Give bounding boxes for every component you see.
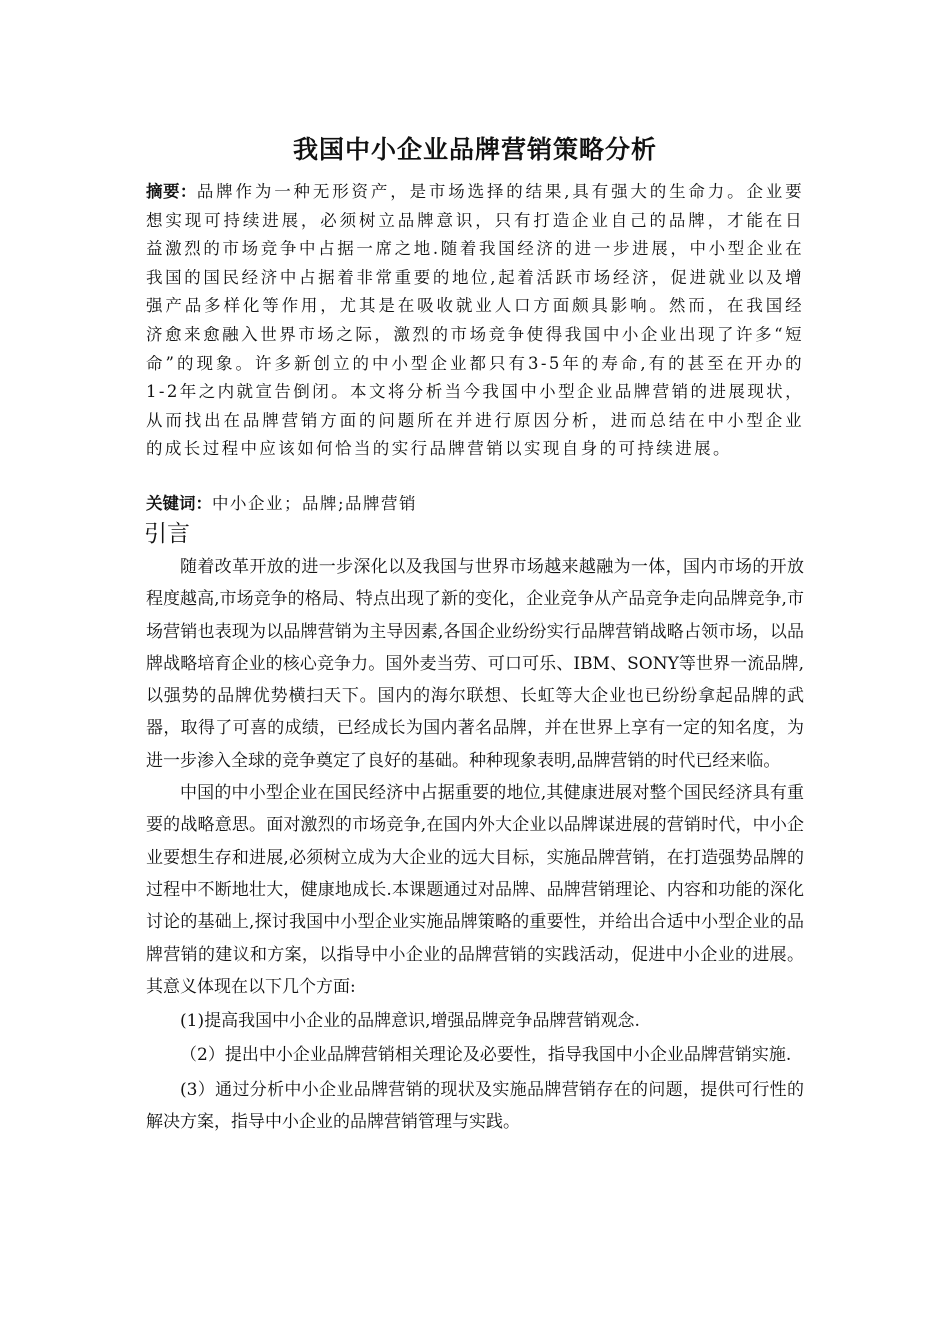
- paragraph: 中国的中小型企业在国民经济中占据重要的地位,其健康进展对整个国民经济具有重要的战略意思。面对激烈的市场竞争,在国内外大企业以品牌谋进展的营销时代，中小企业要想生存和进展,必须树立成为大企业的远大目标，实施品牌营销，在打造强势品牌的过程中不断地壮大，健康地成长.本课题通过对品牌、品牌营销理论、内容和功能的深化讨论的基础上,探讨我国中小型企业实施品牌策略的重要性，并给出合适中小型企业的品牌营销的建议和方案，以指导中小企业的品牌营销的实践活动，促进中小企业的进展。其意义体现在以下几个方面:: [146, 783, 804, 997]
- keywords-separator: ：: [195, 494, 212, 513]
- abstract-separator: ：: [179, 182, 197, 201]
- section-heading: 引言: [144, 521, 190, 547]
- document-title: 我国中小企业品牌营销策略分析: [292, 135, 657, 164]
- keywords-text: 中小企业；品牌;品牌营销: [212, 494, 418, 513]
- body-text: [146, 551, 804, 1138]
- list-item: (1)提高我国中小企业的品牌意识,增强品牌竞争品牌营销观念.: [180, 1011, 640, 1032]
- keywords-label: 关键词: [146, 494, 196, 513]
- paragraph: 随着改革开放的进一步深化以及我国与世界市场越来越融为一体，国内市场的开放程度越高,市场竞争的格局、特点出现了新的变化，企业竞争从产品竞争走向品牌竞争,市场营销也表现为以品牌营销为主导因素,各国企业纷纷实行品牌营销战略占领市场，以品牌战略培育企业的核心竞争力。国外麦当劳、可口可乐、IBM、SONY等世界一流品牌,以强势的品牌优势横扫天下。国内的海尔联想、长虹等大企业也已纷纷拿起品牌的武器，取得了可喜的成绩，已经成长为国内著名品牌，并在世界上享有一定的知名度，为进一步渗入全球的竞争奠定了良好的基础。种种现象表明,品牌营销的时代已经来临。: [146, 557, 804, 771]
- keywords-block: [146, 492, 804, 516]
- list-item: (3）通过分析中小企业品牌营销的现状及实施品牌营销存在的问题，提供可行性的解决方案，指导中小企业的品牌营销管理与实践。: [146, 1079, 804, 1133]
- list-item: （2）提出中小企业品牌营销相关理论及必要性，指导我国中小企业品牌营销实施.: [180, 1045, 792, 1066]
- abstract-block: [146, 178, 804, 464]
- abstract-label: 摘要: [146, 182, 180, 201]
- abstract-text: 品牌作为一种无形资产，是市场选择的结果,具有强大的生命力。企业要想实现可持续进展，必须树立品牌意识，只有打造企业自己的品牌，才能在日益激烈的市场竞争中占据一席之地.随着我国经济的进一步进展，中小型企业在我国的国民经济中占据着非常重要的地位,起着活跃市场经济，促进就业以及增强产品多样化等作用，尤其是在吸收就业人口方面颇具影响。然而，在我国经济愈来愈融入世界市场之际，激烈的市场竞争使得我国中小企业出现了许多“短命”的现象。许多新创立的中小型企业都只有3-5年的寿命,有的甚至在开办的1-2年之内就宣告倒闭。本文将分析当今我国中小型企业品牌营销的进展现状，从而找出在品牌营销方面的问题所在并进行原因分析，进而总结在中小型企业的成长过程中应该如何恰当的实行品牌营销以实现自身的可持续进展。: [146, 182, 805, 459]
